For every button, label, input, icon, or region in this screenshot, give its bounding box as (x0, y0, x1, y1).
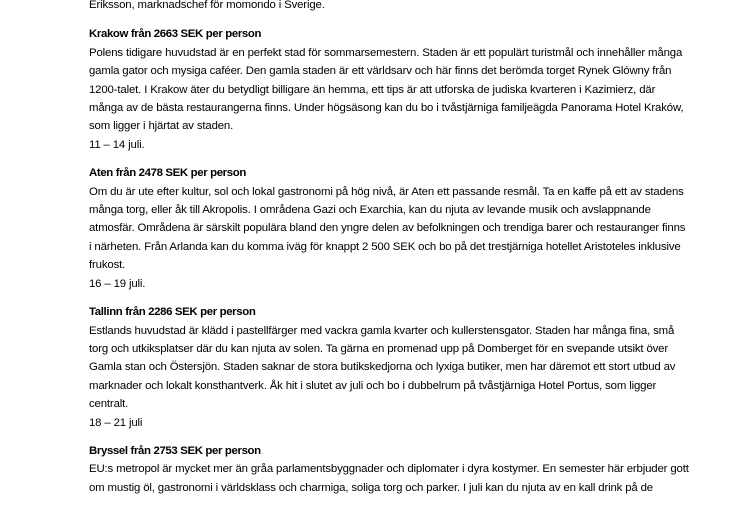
section-bryssel (89, 442, 689, 497)
section-dates: 18 – 21 juli (89, 416, 143, 429)
section-heading: Tallinn från 2286 SEK per person (89, 306, 256, 319)
section-dates: 11 – 14 juli. (89, 138, 145, 151)
section-krakow (89, 25, 689, 154)
section-heading: Bryssel från 2753 SEK per person (89, 444, 261, 457)
section-heading: Krakow från 2663 SEK per person (89, 28, 262, 41)
section-body: Om du är ute efter kultur, sol och lokal gastronomi på hög nivå, är Aten ett passande resmål. Ta en kaffe på ett av stadens många torg, eller åk till Akropolis. I områdena Gazi och Exarchia, kan du njuta av levande musik och avslappnande atmosfär. Områdena är särskilt populära bland den yngre delen av befolkningen och trendiga barer och restauranger finns i närheten. Från Arlanda kan du komma iväg för knappt 2 500 SEK och bo på det trestjärniga hotellet Aristoteles inklusive frukost. (89, 185, 686, 272)
section-body: EU:s metropol är mycket mer än gråa parlamentsbyggnader och diplomater i dyra kostymer. En semester här erbjuder gott om mustig öl, gastronomi i världsklass och charmiga, soliga torg och parker. I juli kan du njuta av en kall drink på de (89, 463, 689, 494)
article-column (89, 0, 689, 507)
intro-text: Eriksson, marknadschef för momondo i Sverige. (89, 0, 325, 11)
section-body: Polens tidigare huvudstad är en perfekt stad för sommarsemestern. Staden är ett populärt turistmål och innehåller många gamla gator och mysiga caféer. Den gamla staden är ett världsarv och här finns det berömda torget Rynek Glówny från 1200-talet. I Krakow äter du betydligt billigare än hemma, ett tips är att utforska de judiska kvarteren i Kazimierz, där många av de bästa restaurangerna finns. Under högsäsong kan du bo i tvåstjärniga familjeägda Panorama Hotel Kraków, som ligger i hjärtat av staden. (89, 46, 684, 133)
section-body: Estlands huvudstad är klädd i pastellfärger med vackra gamla kvarter och kullerstensgator. Staden har många fina, små torg och utkiksplatser där du kan njuta av solen. Ta gärna en promenad upp på Domberget för en svepande utsikt över Gamla stan och Östersjön. Staden saknar de stora butikskedjorna och lyxiga butiker, men har däremot ett stort utbud av marknader och lokalt konsthantverk. Åk hit i slutet av juli och bo i dubbelrum på tvåstjärniga Hotel Portus, som ligger centralt. (89, 324, 676, 411)
section-tallinn (89, 303, 689, 432)
section-aten (89, 164, 689, 293)
section-heading: Aten från 2478 SEK per person (89, 167, 246, 180)
section-dates: 16 – 19 juli. (89, 277, 146, 290)
